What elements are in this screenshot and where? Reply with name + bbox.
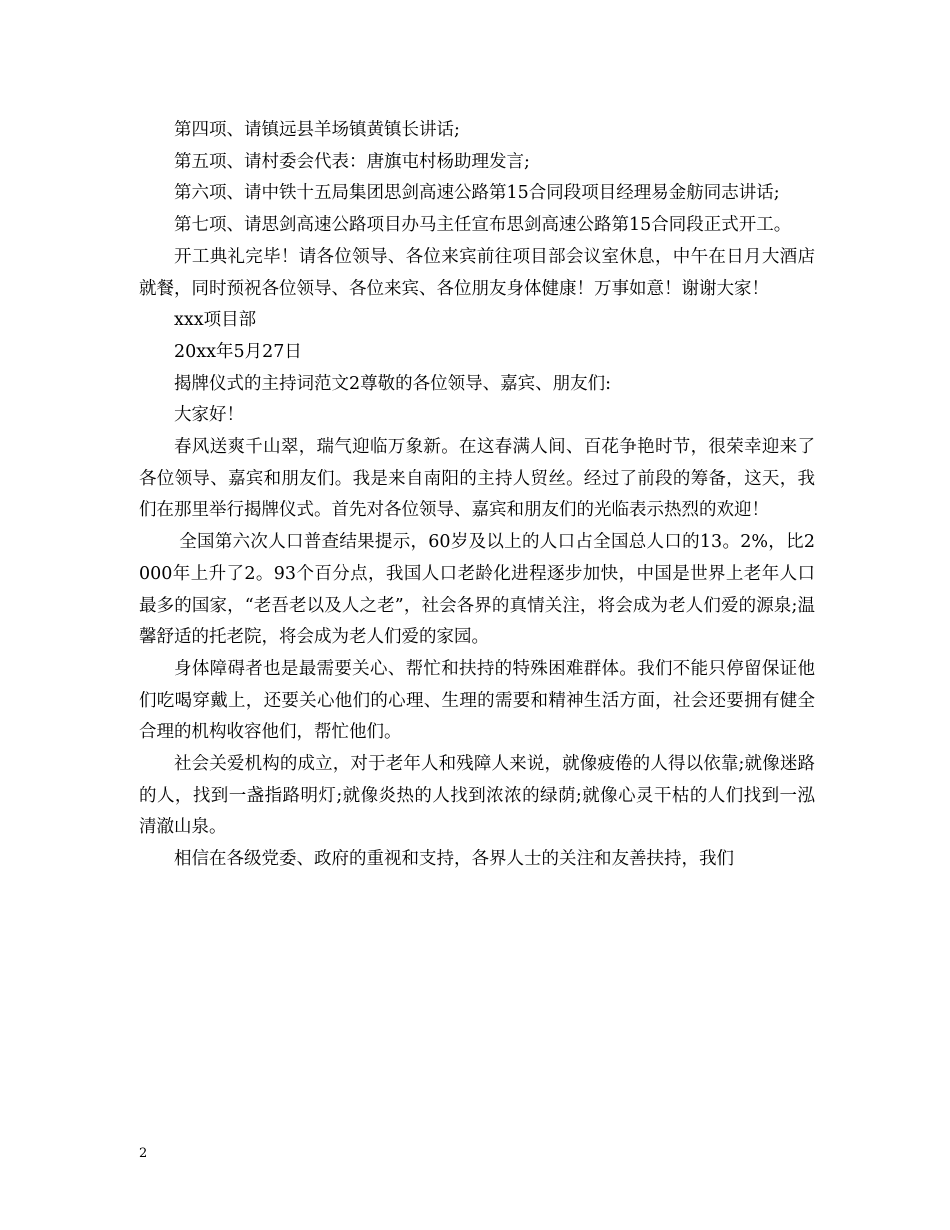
section-heading: 揭牌仪式的主持词范文2尊敬的各位领导、嘉宾、朋友们: bbox=[174, 373, 612, 394]
paragraph: 开工典礼完毕！请各位领导、各位来宾前往项目部会议室休息，中午在日月大酒店就餐，同时预祝各位领导、各位来宾、各位朋友身体健康！万事如意！谢谢大家！ bbox=[139, 246, 815, 299]
signature-org: xxx项目部 bbox=[174, 310, 257, 331]
paragraph: 全国第六次人口普查结果提示，60岁及以上的人口占全国总人口的13。2%，比2000年上升了2。93个百分点，我国人口老龄化进程逐步加快，中国是世界上老年人口最多的国家，“老吾老以及人之老”，社会各界的真情关注，将会成为老人们爱的源泉;温馨舒适的托老院，将会成为老人们爱的家园。 bbox=[139, 532, 815, 648]
paragraph: 春风送爽千山翠，瑞气迎临万象新。在这春满人间、百花争艳时节，很荣幸迎来了各位领导、嘉宾和朋友们。我是来自南阳的主持人贸丝。经过了前段的筹备，这天，我们在那里举行揭牌仪式。首先对各位领导、嘉宾和朋友们的光临表示热烈的欢迎！ bbox=[139, 437, 815, 521]
page-number: 2 bbox=[139, 1146, 148, 1161]
paragraph: 第七项、请思剑高速公路项目办马主任宣布思剑高速公路第15合同段正式开工。 bbox=[174, 215, 792, 236]
paragraph: 社会关爱机构的成立，对于老年人和残障人来说，就像疲倦的人得以依靠;就像迷路的人，找到一盏指路明灯;就像炎热的人找到浓浓的绿荫;就像心灵干枯的人们找到一泓清澈山泉。 bbox=[139, 754, 815, 838]
paragraph: 相信在各级党委、政府的重视和支持，各界人士的关注和友善扶持，我们 bbox=[174, 849, 734, 870]
document-body bbox=[139, 115, 815, 876]
paragraph: 第四项、请镇远县羊场镇黄镇长讲话; bbox=[174, 120, 460, 140]
signature-date: 20xx年5月27日 bbox=[174, 341, 302, 362]
greeting: 大家好！ bbox=[174, 405, 244, 426]
paragraph: 身体障碍者也是最需要关心、帮忙和扶持的特殊困难群体。我们不能只停留保证他们吃喝穿戴上，还要关心他们的心理、生理的需要和精神生活方面，社会还要拥有健全合理的机构收容他们，帮忙他们。 bbox=[139, 658, 815, 743]
paragraph: 第五项、请村委会代表：唐旗屯村杨助理发言; bbox=[174, 151, 530, 172]
paragraph: 第六项、请中铁十五局集团思剑高速公路第15合同段项目经理易金舫同志讲话; bbox=[174, 183, 780, 204]
